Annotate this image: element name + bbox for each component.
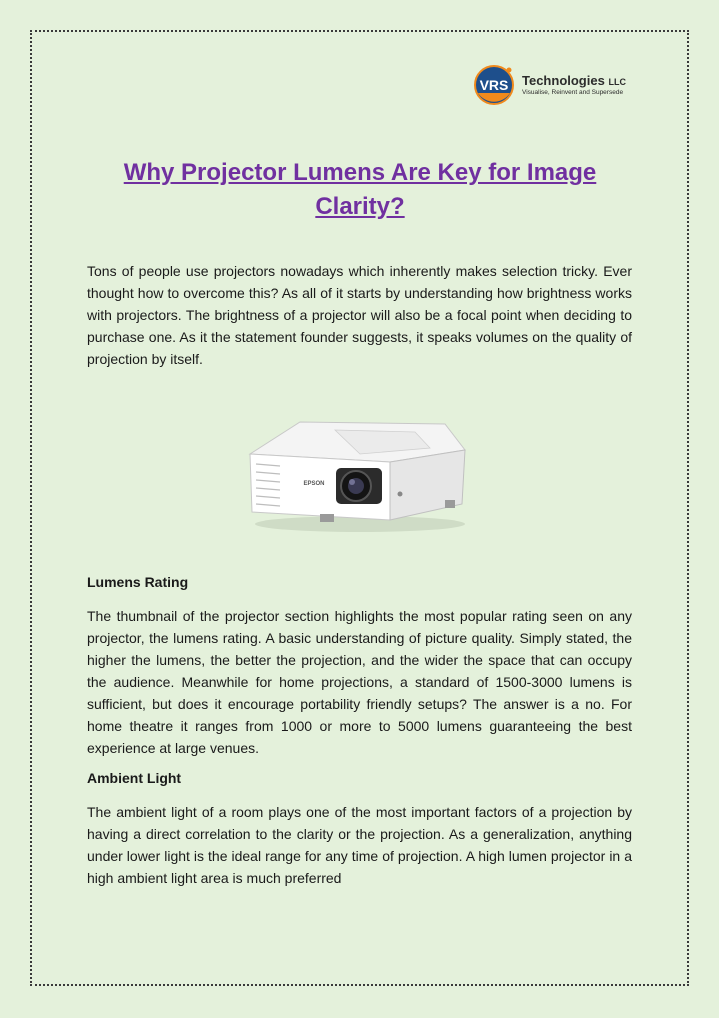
projector-brand-label: EPSON [303,481,325,487]
section-heading-ambient-light: Ambient Light [87,770,182,786]
logo-suffix: LLC [608,76,626,87]
company-logo [472,60,642,110]
logo-name [522,74,626,87]
projector-image [240,412,472,534]
logo-mark-text: VRS [479,77,509,93]
section-body-ambient-light: The ambient light of a room plays one of the most important factors of a projection by having a direct correlation to the clarity or the projection. As a generalization, anything under lower light is the ideal range for any time of projection. A high lumen projector in a high ambient light area is much preferred [87,804,632,886]
logo-tagline: Visualise, Reinvent and Supersede [522,88,624,96]
article-title: Why Projector Lumens Are Key for Image Clarity? [123,159,597,220]
vrs-logo-icon [472,63,516,107]
logo-name-text: Technologies [522,72,605,88]
section-body-lumens-rating: The thumbnail of the projector section highlights the most popular rating seen on any projector, the lumens rating. A basic understanding of picture quality. Simply stated, the higher the lumens, the better the projection, and the wider the space that can occupy the audience. Meanwhile for home projections, a standard of 1500-3000 lumens is sufficient, but does it encourage portability friendly setups? The answer is a no. For home theatre it ranges from 1000 or more to 5000 lumens guaranteeing the best experience at large venues. [87,608,632,756]
intro-paragraph: Tons of people use projectors nowadays which inherently makes selection tricky. Ever thought how to overcome this? As all of it starts by understanding how brightness works with projectors. The brightness of a projector will also be a focal point when deciding to purchase one. As it the statement founder suggests, it speaks volumes on the quality of projection by itself. [87,263,632,367]
section-heading-lumens-rating: Lumens Rating [87,574,189,590]
